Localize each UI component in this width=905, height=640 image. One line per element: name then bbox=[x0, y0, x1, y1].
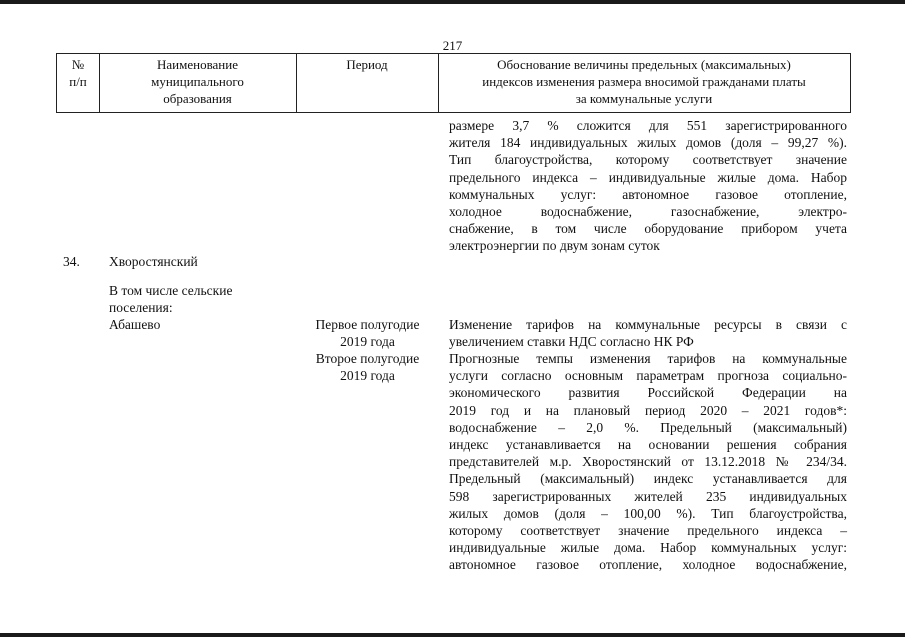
paragraph-line: автономное газовое отопление, холодное водоснабжение, bbox=[449, 557, 847, 573]
subheading-line: В том числе сельские bbox=[109, 283, 233, 298]
paragraph-line: Прогнозные темпы изменения тарифов на коммунальные bbox=[449, 351, 847, 366]
entry-number: 34. bbox=[63, 254, 80, 269]
header-line: Период bbox=[346, 57, 388, 72]
paragraph-line: предельного индекса – индивидуальные жилые дома. Набор bbox=[449, 169, 847, 185]
page-number: 217 bbox=[442, 38, 463, 53]
subheading-rural-settlements bbox=[109, 282, 232, 316]
paragraph-line: снабжение, в том числе оборудование прибором учета bbox=[449, 221, 847, 237]
basis-forecast-paragraph bbox=[449, 350, 847, 574]
period-line: Второе полугодие bbox=[315, 351, 420, 366]
paragraph-line: Предельный (максимальный) индекс устанавливается для bbox=[449, 471, 847, 487]
header-line: муниципального bbox=[151, 74, 244, 89]
period-second-half bbox=[296, 350, 439, 384]
period-line: 2019 года bbox=[340, 334, 395, 350]
paragraph-line: Изменение тарифов на коммунальные ресурсы в связи с bbox=[449, 317, 847, 332]
paragraph-line: которому соответствует значение предельного индекса – bbox=[449, 523, 847, 539]
period-first-half bbox=[296, 316, 439, 350]
header-line: образования bbox=[163, 91, 232, 106]
period-line: Первое полугодие bbox=[315, 317, 420, 332]
paragraph-line: Тип благоустройства, которому соответствует значение bbox=[449, 152, 847, 168]
paragraph-line: увеличением ставки НДС согласно НК РФ bbox=[449, 334, 694, 350]
paragraph-line: 598 зарегистрированных жителей 235 индивидуальных bbox=[449, 488, 847, 504]
header-line: Наименование bbox=[157, 57, 238, 72]
paragraph-line: жителя 184 индивидуальных жилых домов (доля – 99,27 %). bbox=[449, 135, 847, 151]
basis-vat-change bbox=[449, 316, 847, 350]
paragraph-line: размере 3,7 % сложится для 551 зарегистрированного bbox=[449, 118, 847, 133]
header-col-period bbox=[296, 53, 439, 113]
header-col-basis bbox=[438, 53, 851, 113]
top-border-rule bbox=[0, 0, 905, 4]
subheading-line: поселения: bbox=[109, 300, 173, 316]
paragraph-line: экономического развития Российской Федерации на bbox=[449, 385, 847, 401]
paragraph-line: водоснабжение – 2,0 %. Предельный (максимальный) bbox=[449, 419, 847, 435]
paragraph-line: холодное водоснабжение, газоснабжение, электро- bbox=[449, 204, 847, 220]
period-line: 2019 года bbox=[340, 368, 395, 384]
header-line: за коммунальные услуги bbox=[575, 91, 713, 106]
paragraph-line: 2019 год и на плановый период 2020 – 2021 годов*: bbox=[449, 402, 847, 418]
paragraph-line: индивидуальные жилые дома. Набор коммунальных услуг: bbox=[449, 540, 847, 556]
paragraph-line: услуги согласно основным параметрам прогноза социально- bbox=[449, 368, 847, 384]
header-line: индексов изменения размера вносимой гражданами платы bbox=[482, 74, 806, 89]
header-line: № bbox=[71, 57, 85, 72]
bottom-border-rule bbox=[0, 633, 905, 637]
municipality-name: Хворостянский bbox=[109, 254, 198, 269]
paragraph-line: индекс устанавливается на основании решения собрания bbox=[449, 437, 847, 453]
header-line: п/п bbox=[69, 74, 87, 89]
paragraph-line: жилых домов (доля – 100,00 %). Тип благоустройства, bbox=[449, 505, 847, 521]
header-col-municipality bbox=[99, 53, 297, 113]
paragraph-line: коммунальных услуг: автономное газовое отопление, bbox=[449, 186, 847, 202]
paragraph-line: электроэнергии по двум зонам суток bbox=[449, 238, 660, 254]
settlement-name: Абашево bbox=[109, 317, 161, 332]
paragraph-line: представителей м.р. Хворостянский от 13.12.2018 № 234/34. bbox=[449, 454, 847, 470]
header-line: Обоснование величины предельных (максимальных) bbox=[497, 57, 791, 72]
header-col-number bbox=[56, 53, 100, 113]
continuation-paragraph bbox=[449, 117, 847, 255]
